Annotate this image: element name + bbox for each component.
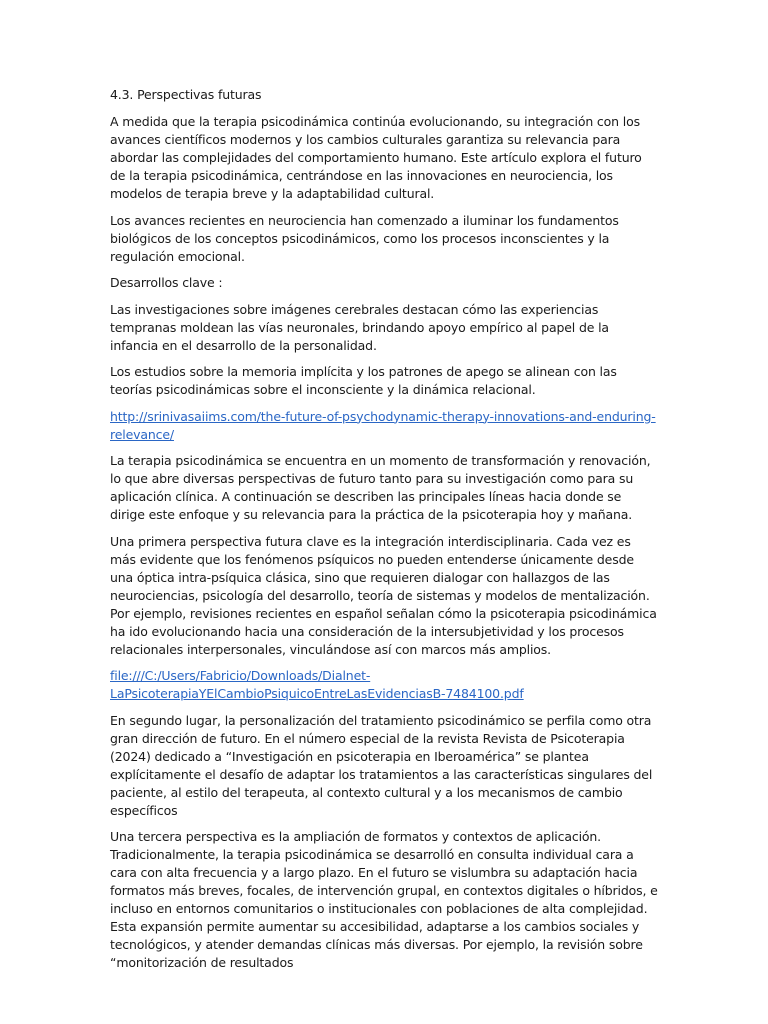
section-heading: 4.3. Perspectivas futuras xyxy=(110,87,262,102)
document-page xyxy=(110,86,658,981)
paragraph-personalization: En segundo lugar, la personalización del tratamiento psicodinámico se perfila como otra gran dirección de futuro. En el número especial de la revista Revista de Psicoterapia (2024) dedicado a “Investigación en psicoterapia en Iberoamérica” se plantea explícitamente el desafío de adaptar los tratamientos a las características singulares del paciente, al estilo del terapeuta, al contexto cultural y a los mecanismos de cambio específicos xyxy=(110,712,653,818)
reference-link-dialnet[interactable]: file:///C:/Users/Fabricio/Downloads/Dialnet-LaPsicoterapiaYElCambioPsiquicoEntreLasEvidenciasB-7484100.pdf xyxy=(110,668,524,701)
subheading-key-developments: Desarrollos clave : xyxy=(110,275,223,290)
link-paragraph-1 xyxy=(110,408,658,444)
link-paragraph-2 xyxy=(110,667,658,703)
paragraph-implicit-memory: Los estudios sobre la memoria implícita y los patrones de apego se alinean con las teorías psicodinámicas sobre el inconsciente y la dinámica relacional. xyxy=(110,364,617,397)
paragraph-interdisciplinary: Una primera perspectiva futura clave es la integración interdisciplinaria. Cada vez es más evidente que los fenómenos psíquicos no pueden entenderse únicamente desde una óptica intra-psíquica clásica, sino que requieren dialogar con hallazgos de las neurociencias, psicología del desarrollo, teoría de sistemas y modelos de mentalización. Por ejemplo, revisiones recientes en español señalan cómo la psicoterapia psicodinámica ha ido evolucionando hacia una consideración de la intersubjetividad y los procesos relacionales interpersonales, vinculándose así con marcos más amplios. xyxy=(110,533,657,657)
paragraph-brain-imaging: Las investigaciones sobre imágenes cerebrales destacan cómo las experiencias tempranas moldean las vías neuronales, brindando apoyo empírico al papel de la infancia en el desarrollo de la personalidad. xyxy=(110,301,609,353)
paragraph-intro: A medida que la terapia psicodinámica continúa evolucionando, su integración con los avances científicos modernos y los cambios culturales garantiza su relevancia para abordar las complejidades del comportamiento humano. Este artículo explora el futuro de la terapia psicodinámica, centrándose en las innovaciones en neurociencia, los modelos de terapia breve y la adaptabilidad cultural. xyxy=(110,114,642,201)
paragraph-neuroscience: Los avances recientes en neurociencia han comenzado a iluminar los fundamentos biológicos de los conceptos psicodinámicos, como los procesos inconscientes y la regulación emocional. xyxy=(110,212,619,264)
reference-link-srinivasaiims[interactable]: http://srinivasaiims.com/the-future-of-psychodynamic-therapy-innovations-and-enduring-relevance/ xyxy=(110,408,656,442)
paragraph-transformation: La terapia psicodinámica se encuentra en un momento de transformación y renovación, lo que abre diversas perspectivas de futuro tanto para su investigación como para su aplicación clínica. A continuación se describen las principales líneas hacia donde se dirige este enfoque y su relevancia para la práctica de la psicoterapia hoy y mañana. xyxy=(110,453,651,522)
paragraph-formats: Una tercera perspectiva es la ampliación de formatos y contextos de aplicación. Tradicionalmente, la terapia psicodinámica se desarrolló en consulta individual cara a cara con alta frecuencia y a largo plazo. En el futuro se vislumbra su adaptación hacia formatos más breves, focales, de intervención grupal, en contextos digitales o híbridos, e incluso en entornos comunitarios o institucionales con poblaciones de alta complejidad. Esta expansión permite aumentar su accesibilidad, adaptarse a los cambios sociales y tecnológicos, y atender demandas clínicas más diversas. Por ejemplo, la revisión sobre “monitorización de resultados xyxy=(110,829,658,970)
